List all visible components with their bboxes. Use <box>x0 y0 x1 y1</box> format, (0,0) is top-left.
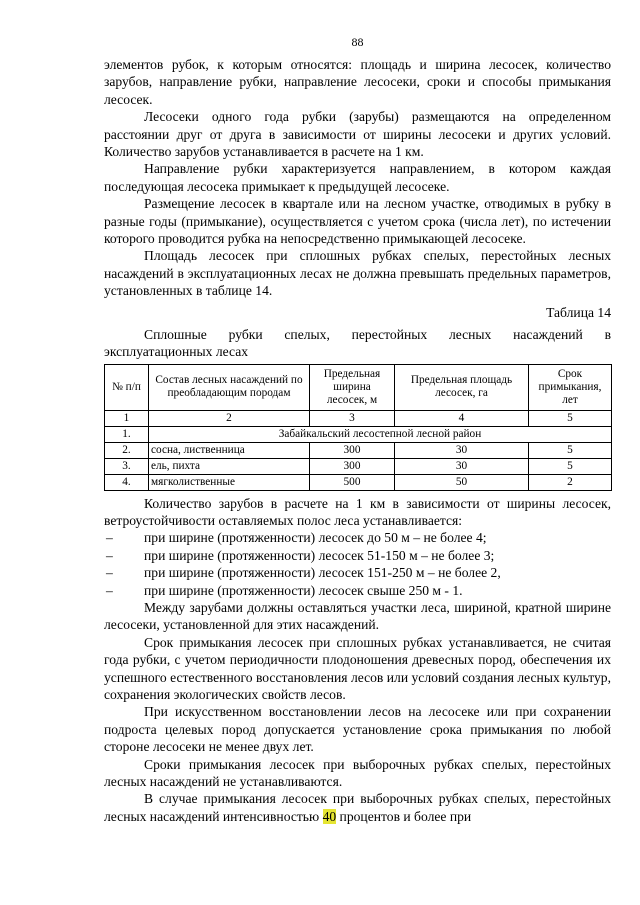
text-run: процентов и более при <box>336 808 472 824</box>
paragraph: Количество зарубов в расчете на 1 км в зависимости от ширины лесосек, ветроустойчивости оставляемых полос леса устанавливается: <box>104 495 611 528</box>
list-item <box>104 582 611 599</box>
paragraph-last <box>104 790 611 825</box>
text-run: В случае примыкания лесосек при выборочных рубках спелых, перестойных лесных насаждений интенсивностью <box>104 791 611 824</box>
table-title: Сплошные рубки спелых, перестойных лесных насаждений в эксплуатационных лесах <box>104 326 611 360</box>
dash-bullet: – <box>106 547 113 563</box>
table-cell: 500 <box>310 474 395 490</box>
dash-bullet: – <box>106 565 113 581</box>
highlighted-number: 40 <box>322 808 337 824</box>
document-page <box>104 34 611 825</box>
table-cell: ель, пихта <box>149 458 310 474</box>
column-numbering-row <box>105 410 612 426</box>
header-cell: № п/п <box>105 364 149 410</box>
page-number: 88 <box>351 35 364 49</box>
table-cell: мягколиственные <box>149 474 310 490</box>
table-header-row <box>105 364 612 410</box>
table-cell: 1. <box>105 426 149 442</box>
region-row <box>105 426 612 442</box>
list-item-text: при ширине (протяженности) лесосек 151-250 м – не более 2, <box>144 565 501 581</box>
paragraph: Лесосеки одного года рубки (зарубы) размещаются на определенном расстоянии друг от друга в зависимости от ширины лесосеки и других условий. Количество зарубов устанавливается в расчете на 1 км. <box>104 109 611 160</box>
table-row <box>105 474 612 490</box>
table-cell: сосна, лиственница <box>149 442 310 458</box>
paragraph: Размещение лесосек в квартале или на лесном участке, отводимых в рубку в разные годы (примыкание), осуществляется с учетом срока (числа лет), по истечении которого проводится рубка на непосредственно примыкающей лесосеке. <box>104 196 611 247</box>
list-item-text: при ширине (протяженности) лесосек 51-150 м – не более 3; <box>144 547 495 563</box>
table-cell: 50 <box>395 474 529 490</box>
paragraph: Направление рубки характеризуется направлением, в котором каждая последующая лесосека примыкает к предыдущей лесосеке. <box>104 161 611 194</box>
limits-table <box>104 364 612 491</box>
table-cell: 4. <box>105 474 149 490</box>
dash-bullet: – <box>106 530 113 546</box>
table-cell: 2 <box>149 410 310 426</box>
list-item-text: при ширине (протяженности) лесосек до 50 м – не более 4; <box>144 530 487 546</box>
table-cell: 5 <box>529 458 612 474</box>
table-cell: 5 <box>529 442 612 458</box>
table-cell: 2. <box>105 442 149 458</box>
header-cell: Предельная ширина лесосек, м <box>310 364 395 410</box>
region-cell: Забайкальский лесостепной лесной район <box>149 426 612 442</box>
table-cell: 300 <box>310 458 395 474</box>
table-cell: 5 <box>529 410 612 426</box>
table-row <box>105 458 612 474</box>
header-cell: Состав лесных насаждений по преобладающим породам <box>149 364 310 410</box>
header-cell: Срок примыкания, лет <box>529 364 612 410</box>
header-cell: Предельная площадь лесосек, га <box>395 364 529 410</box>
paragraph: элементов рубок, к которым относятся: площадь и ширина лесосек, количество зарубов, направление рубки, направление лесосеки, сроки и способы примыкания лесосек. <box>104 57 611 107</box>
table-cell: 300 <box>310 442 395 458</box>
dash-bullet: – <box>106 582 113 598</box>
paragraph: Площадь лесосек при сплошных рубках спелых, перестойных лесных насаждений в эксплуатационных лесах не должна превышать предельных параметров, установленных в таблице 14. <box>104 248 611 299</box>
table-cell: 1 <box>105 410 149 426</box>
table-cell: 3 <box>310 410 395 426</box>
table-cell: 4 <box>395 410 529 426</box>
list-item <box>104 529 611 546</box>
table-caption: Таблица 14 <box>546 304 611 320</box>
paragraph: Сроки примыкания лесосек при выборочных рубках спелых, перестойных лесных насаждений не устанавливаются. <box>104 756 611 789</box>
table-cell: 2 <box>529 474 612 490</box>
table-row <box>105 442 612 458</box>
list-item <box>104 547 611 564</box>
table-cell: 30 <box>395 458 529 474</box>
paragraph: При искусственном восстановлении лесов на лесосеке или при сохранении подроста целевых пород допускается установление срока примыкания по любой стороне лесосеки не менее двух лет. <box>104 704 611 755</box>
list-item <box>104 564 611 581</box>
table-cell: 30 <box>395 442 529 458</box>
list-item-text: при ширине (протяженности) лесосек свыше 250 м - 1. <box>144 582 463 598</box>
paragraph: Срок примыкания лесосек при сплошных рубках устанавливается, не считая года рубки, с учетом периодичности плодоношения древесных пород, обеспечения их успешного естественного восстановления лесов или условий создания лесных культур, сохранения экологических свойств лесов. <box>104 634 611 702</box>
table-cell: 3. <box>105 458 149 474</box>
paragraph: Между зарубами должны оставляться участки леса, шириной, кратной ширине лесосеки, установленной для этих насаждений. <box>104 599 611 633</box>
